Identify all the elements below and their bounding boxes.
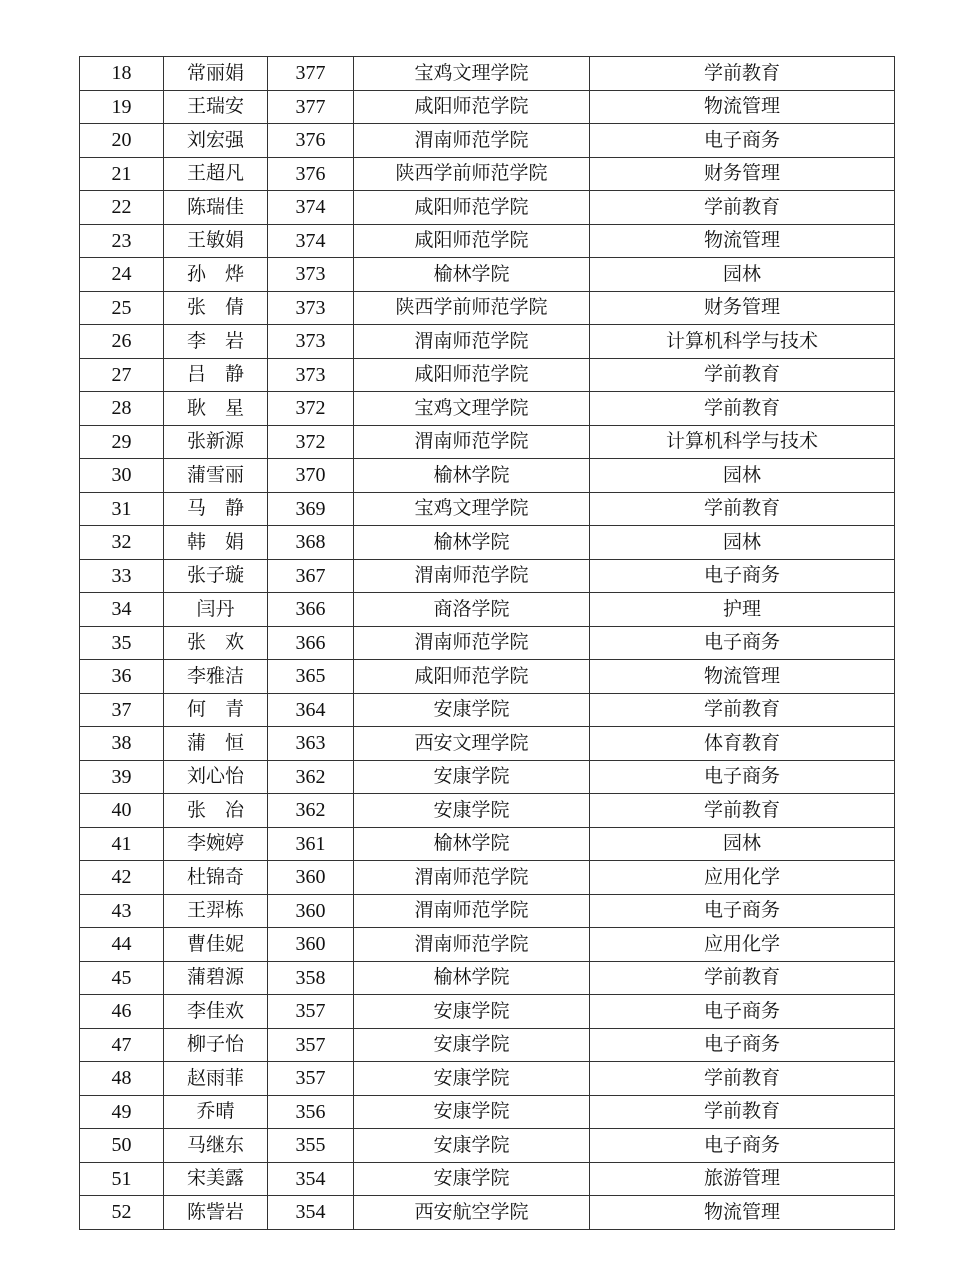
cell-score: 357 bbox=[268, 1062, 354, 1096]
cell-score: 365 bbox=[268, 660, 354, 694]
cell-number: 49 bbox=[80, 1095, 164, 1129]
table-row bbox=[80, 124, 895, 158]
table-row bbox=[80, 1062, 895, 1096]
cell-school: 安康学院 bbox=[354, 1028, 590, 1062]
cell-name: 李佳欢 bbox=[164, 995, 268, 1029]
cell-score: 373 bbox=[268, 258, 354, 292]
cell-major: 电子商务 bbox=[590, 626, 895, 660]
cell-number: 48 bbox=[80, 1062, 164, 1096]
cell-number: 34 bbox=[80, 593, 164, 627]
cell-major: 护理 bbox=[590, 593, 895, 627]
cell-name: 蒲 恒 bbox=[164, 727, 268, 761]
cell-number: 28 bbox=[80, 392, 164, 426]
cell-major: 财务管理 bbox=[590, 157, 895, 191]
cell-score: 362 bbox=[268, 794, 354, 828]
cell-major: 计算机科学与技术 bbox=[590, 425, 895, 459]
cell-number: 24 bbox=[80, 258, 164, 292]
cell-major: 电子商务 bbox=[590, 1028, 895, 1062]
cell-score: 374 bbox=[268, 191, 354, 225]
cell-name: 王敏娟 bbox=[164, 224, 268, 258]
cell-major: 学前教育 bbox=[590, 1095, 895, 1129]
cell-school: 渭南师范学院 bbox=[354, 626, 590, 660]
cell-number: 40 bbox=[80, 794, 164, 828]
cell-number: 26 bbox=[80, 325, 164, 359]
cell-number: 20 bbox=[80, 124, 164, 158]
cell-score: 354 bbox=[268, 1162, 354, 1196]
cell-major: 电子商务 bbox=[590, 124, 895, 158]
cell-major: 学前教育 bbox=[590, 1062, 895, 1096]
cell-score: 373 bbox=[268, 325, 354, 359]
cell-school: 安康学院 bbox=[354, 1095, 590, 1129]
cell-score: 369 bbox=[268, 492, 354, 526]
table-row bbox=[80, 794, 895, 828]
table-row bbox=[80, 1028, 895, 1062]
cell-name: 孙 烨 bbox=[164, 258, 268, 292]
cell-major: 电子商务 bbox=[590, 1129, 895, 1163]
cell-major: 园林 bbox=[590, 459, 895, 493]
cell-school: 榆林学院 bbox=[354, 961, 590, 995]
cell-number: 31 bbox=[80, 492, 164, 526]
cell-major: 电子商务 bbox=[590, 995, 895, 1029]
cell-number: 39 bbox=[80, 760, 164, 794]
cell-name: 李雅洁 bbox=[164, 660, 268, 694]
cell-major: 园林 bbox=[590, 258, 895, 292]
table-row bbox=[80, 291, 895, 325]
cell-major: 财务管理 bbox=[590, 291, 895, 325]
cell-number: 22 bbox=[80, 191, 164, 225]
table-row bbox=[80, 1196, 895, 1230]
cell-school: 咸阳师范学院 bbox=[354, 224, 590, 258]
cell-number: 41 bbox=[80, 827, 164, 861]
cell-score: 358 bbox=[268, 961, 354, 995]
cell-name: 吕 静 bbox=[164, 358, 268, 392]
cell-major: 物流管理 bbox=[590, 1196, 895, 1230]
cell-number: 37 bbox=[80, 693, 164, 727]
table-row bbox=[80, 1095, 895, 1129]
cell-name: 乔晴 bbox=[164, 1095, 268, 1129]
cell-score: 361 bbox=[268, 827, 354, 861]
cell-score: 360 bbox=[268, 928, 354, 962]
table-row bbox=[80, 492, 895, 526]
cell-score: 373 bbox=[268, 358, 354, 392]
cell-school: 西安航空学院 bbox=[354, 1196, 590, 1230]
cell-score: 372 bbox=[268, 392, 354, 426]
table-body bbox=[80, 57, 895, 1230]
cell-school: 商洛学院 bbox=[354, 593, 590, 627]
cell-major: 园林 bbox=[590, 827, 895, 861]
cell-school: 渭南师范学院 bbox=[354, 861, 590, 895]
cell-school: 咸阳师范学院 bbox=[354, 358, 590, 392]
cell-score: 366 bbox=[268, 593, 354, 627]
table-row bbox=[80, 258, 895, 292]
cell-name: 马 静 bbox=[164, 492, 268, 526]
cell-major: 园林 bbox=[590, 526, 895, 560]
cell-school: 榆林学院 bbox=[354, 258, 590, 292]
cell-name: 杜锦奇 bbox=[164, 861, 268, 895]
cell-school: 西安文理学院 bbox=[354, 727, 590, 761]
cell-school: 宝鸡文理学院 bbox=[354, 492, 590, 526]
cell-number: 32 bbox=[80, 526, 164, 560]
cell-score: 374 bbox=[268, 224, 354, 258]
table-row bbox=[80, 626, 895, 660]
table-row bbox=[80, 894, 895, 928]
cell-name: 张 欢 bbox=[164, 626, 268, 660]
cell-score: 364 bbox=[268, 693, 354, 727]
cell-name: 曹佳妮 bbox=[164, 928, 268, 962]
cell-number: 29 bbox=[80, 425, 164, 459]
cell-number: 45 bbox=[80, 961, 164, 995]
cell-name: 刘心怡 bbox=[164, 760, 268, 794]
document-page bbox=[79, 56, 894, 1230]
cell-name: 王瑞安 bbox=[164, 90, 268, 124]
table-row bbox=[80, 526, 895, 560]
cell-school: 渭南师范学院 bbox=[354, 325, 590, 359]
cell-number: 35 bbox=[80, 626, 164, 660]
cell-number: 33 bbox=[80, 559, 164, 593]
cell-school: 安康学院 bbox=[354, 1062, 590, 1096]
cell-number: 42 bbox=[80, 861, 164, 895]
cell-name: 王超凡 bbox=[164, 157, 268, 191]
cell-name: 张 倩 bbox=[164, 291, 268, 325]
cell-score: 360 bbox=[268, 861, 354, 895]
cell-school: 咸阳师范学院 bbox=[354, 660, 590, 694]
table-row bbox=[80, 1162, 895, 1196]
table-row bbox=[80, 425, 895, 459]
cell-score: 354 bbox=[268, 1196, 354, 1230]
table-row bbox=[80, 861, 895, 895]
cell-name: 蒲碧源 bbox=[164, 961, 268, 995]
cell-school: 榆林学院 bbox=[354, 459, 590, 493]
cell-major: 计算机科学与技术 bbox=[590, 325, 895, 359]
cell-school: 安康学院 bbox=[354, 1129, 590, 1163]
table-row bbox=[80, 157, 895, 191]
cell-score: 376 bbox=[268, 157, 354, 191]
cell-number: 38 bbox=[80, 727, 164, 761]
cell-number: 46 bbox=[80, 995, 164, 1029]
cell-school: 安康学院 bbox=[354, 794, 590, 828]
cell-score: 368 bbox=[268, 526, 354, 560]
table-row bbox=[80, 325, 895, 359]
cell-number: 50 bbox=[80, 1129, 164, 1163]
table-row bbox=[80, 90, 895, 124]
table-row bbox=[80, 593, 895, 627]
cell-number: 52 bbox=[80, 1196, 164, 1230]
cell-school: 陕西学前师范学院 bbox=[354, 291, 590, 325]
table-row bbox=[80, 995, 895, 1029]
cell-score: 356 bbox=[268, 1095, 354, 1129]
cell-name: 宋美露 bbox=[164, 1162, 268, 1196]
table-row bbox=[80, 224, 895, 258]
cell-name: 王羿栋 bbox=[164, 894, 268, 928]
cell-major: 应用化学 bbox=[590, 861, 895, 895]
cell-name: 何 青 bbox=[164, 693, 268, 727]
cell-name: 常丽娟 bbox=[164, 57, 268, 91]
cell-school: 渭南师范学院 bbox=[354, 124, 590, 158]
cell-major: 应用化学 bbox=[590, 928, 895, 962]
cell-name: 柳子怡 bbox=[164, 1028, 268, 1062]
cell-number: 44 bbox=[80, 928, 164, 962]
cell-school: 咸阳师范学院 bbox=[354, 191, 590, 225]
cell-score: 355 bbox=[268, 1129, 354, 1163]
table-row bbox=[80, 693, 895, 727]
cell-school: 渭南师范学院 bbox=[354, 928, 590, 962]
cell-number: 30 bbox=[80, 459, 164, 493]
cell-score: 376 bbox=[268, 124, 354, 158]
admission-score-table bbox=[79, 56, 895, 1230]
cell-name: 张 冶 bbox=[164, 794, 268, 828]
cell-major: 体育教育 bbox=[590, 727, 895, 761]
cell-major: 物流管理 bbox=[590, 90, 895, 124]
cell-major: 学前教育 bbox=[590, 191, 895, 225]
cell-major: 学前教育 bbox=[590, 57, 895, 91]
cell-name: 李婉婷 bbox=[164, 827, 268, 861]
cell-name: 李 岩 bbox=[164, 325, 268, 359]
cell-school: 榆林学院 bbox=[354, 526, 590, 560]
cell-name: 赵雨菲 bbox=[164, 1062, 268, 1096]
table-row bbox=[80, 1129, 895, 1163]
cell-score: 377 bbox=[268, 57, 354, 91]
cell-major: 物流管理 bbox=[590, 660, 895, 694]
cell-name: 耿 星 bbox=[164, 392, 268, 426]
cell-school: 安康学院 bbox=[354, 693, 590, 727]
cell-score: 370 bbox=[268, 459, 354, 493]
cell-number: 43 bbox=[80, 894, 164, 928]
cell-number: 19 bbox=[80, 90, 164, 124]
cell-major: 学前教育 bbox=[590, 492, 895, 526]
cell-major: 学前教育 bbox=[590, 794, 895, 828]
table-row bbox=[80, 459, 895, 493]
cell-number: 25 bbox=[80, 291, 164, 325]
cell-major: 电子商务 bbox=[590, 559, 895, 593]
table-row bbox=[80, 660, 895, 694]
cell-name: 张新源 bbox=[164, 425, 268, 459]
cell-score: 372 bbox=[268, 425, 354, 459]
cell-school: 陕西学前师范学院 bbox=[354, 157, 590, 191]
cell-school: 宝鸡文理学院 bbox=[354, 392, 590, 426]
cell-name: 刘宏强 bbox=[164, 124, 268, 158]
cell-score: 362 bbox=[268, 760, 354, 794]
cell-major: 学前教育 bbox=[590, 392, 895, 426]
cell-major: 学前教育 bbox=[590, 358, 895, 392]
cell-score: 373 bbox=[268, 291, 354, 325]
cell-school: 宝鸡文理学院 bbox=[354, 57, 590, 91]
cell-major: 学前教育 bbox=[590, 961, 895, 995]
cell-number: 36 bbox=[80, 660, 164, 694]
cell-score: 357 bbox=[268, 995, 354, 1029]
cell-number: 21 bbox=[80, 157, 164, 191]
cell-score: 363 bbox=[268, 727, 354, 761]
table-row bbox=[80, 760, 895, 794]
table-row bbox=[80, 827, 895, 861]
cell-name: 张子璇 bbox=[164, 559, 268, 593]
cell-school: 渭南师范学院 bbox=[354, 894, 590, 928]
table-row bbox=[80, 928, 895, 962]
cell-name: 陈訾岩 bbox=[164, 1196, 268, 1230]
table-row bbox=[80, 392, 895, 426]
table-row bbox=[80, 57, 895, 91]
cell-number: 18 bbox=[80, 57, 164, 91]
cell-name: 蒲雪丽 bbox=[164, 459, 268, 493]
cell-school: 榆林学院 bbox=[354, 827, 590, 861]
cell-name: 马继东 bbox=[164, 1129, 268, 1163]
cell-score: 377 bbox=[268, 90, 354, 124]
cell-school: 咸阳师范学院 bbox=[354, 90, 590, 124]
table-row bbox=[80, 961, 895, 995]
cell-major: 物流管理 bbox=[590, 224, 895, 258]
cell-number: 27 bbox=[80, 358, 164, 392]
cell-score: 357 bbox=[268, 1028, 354, 1062]
cell-name: 闫丹 bbox=[164, 593, 268, 627]
table-row bbox=[80, 191, 895, 225]
cell-number: 23 bbox=[80, 224, 164, 258]
table-row bbox=[80, 727, 895, 761]
table-row bbox=[80, 559, 895, 593]
cell-number: 47 bbox=[80, 1028, 164, 1062]
cell-school: 渭南师范学院 bbox=[354, 425, 590, 459]
cell-number: 51 bbox=[80, 1162, 164, 1196]
cell-name: 陈瑞佳 bbox=[164, 191, 268, 225]
cell-major: 电子商务 bbox=[590, 894, 895, 928]
cell-score: 366 bbox=[268, 626, 354, 660]
cell-school: 安康学院 bbox=[354, 1162, 590, 1196]
cell-school: 安康学院 bbox=[354, 760, 590, 794]
cell-school: 渭南师范学院 bbox=[354, 559, 590, 593]
cell-score: 367 bbox=[268, 559, 354, 593]
cell-major: 电子商务 bbox=[590, 760, 895, 794]
cell-major: 旅游管理 bbox=[590, 1162, 895, 1196]
cell-major: 学前教育 bbox=[590, 693, 895, 727]
cell-name: 韩 娟 bbox=[164, 526, 268, 560]
cell-score: 360 bbox=[268, 894, 354, 928]
cell-school: 安康学院 bbox=[354, 995, 590, 1029]
table-row bbox=[80, 358, 895, 392]
